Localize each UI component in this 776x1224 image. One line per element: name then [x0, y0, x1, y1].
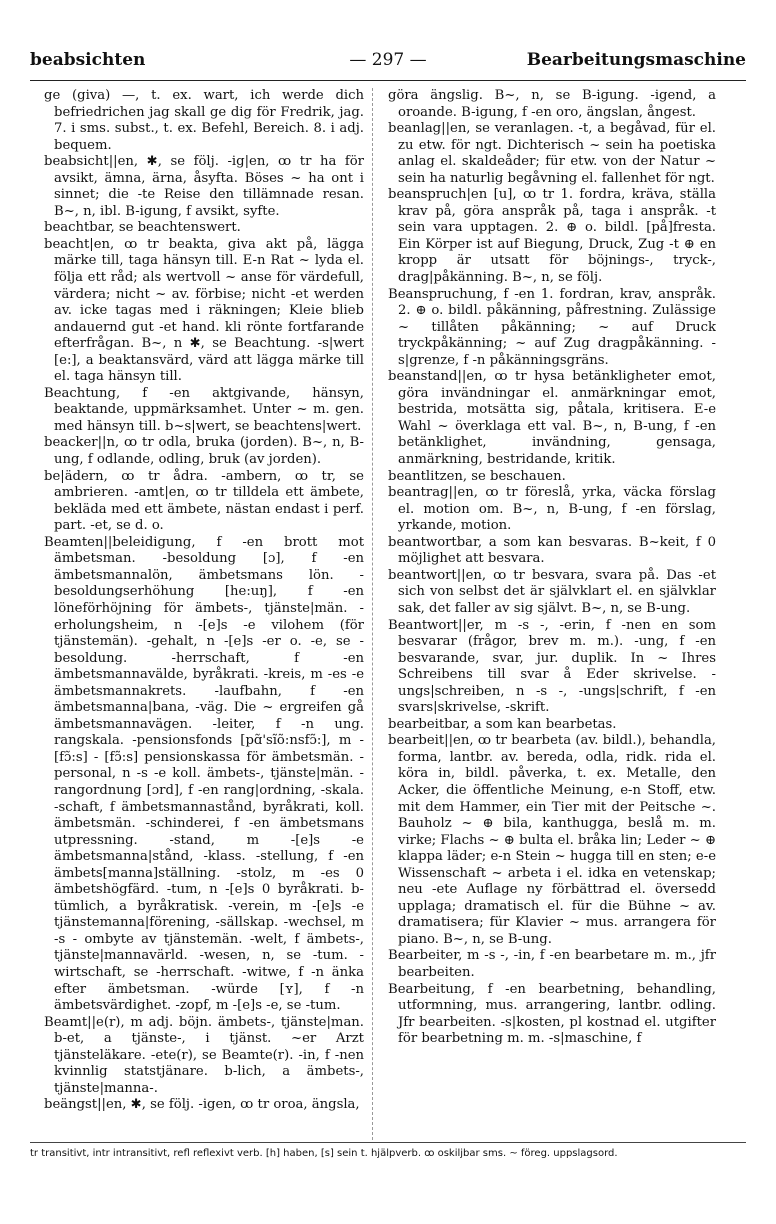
- entry: beanstand||en, ꝏ tr hysa betänkligheter emot, göra invändningar el. anmärkningar emot, bestrida, motsätta sig, påtala, kritisera. E-e Wahl ~ överklaga ett val. B~, n, B-ung, f -en betänklighet, invändning, gensaga, anmärkning, bestridande, kritik.: [388, 369, 716, 468]
- header-right-catchword: Bearbeitungsmaschine: [526, 50, 746, 70]
- entry: göra ängslig. B~, n, se B-igung. -igend, a oroande. B-igung, f -en oro, ängslan, ångest.: [388, 88, 716, 120]
- entry: bearbeitbar, a som kan bearbetas.: [388, 716, 617, 732]
- entry: Bearbeitung, f -en bearbetning, behandling, utformning, mus. arrangering, lantbr. odling. Jfr bearbeiten. -s|kosten, pl kostnad el. utgifter för bearbetning m. m. -s|maschine, f: [388, 981, 716, 1047]
- entry: beacker||n, ꝏ tr odla, bruka (jorden). B~, n, B-ung, f odlande, odling, bruk (av jorden).: [44, 435, 364, 468]
- left-column: [44, 88, 364, 1148]
- entry: beacht|en, ꝏ tr beakta, giva akt på, lägga märke till, taga hänsyn till. E-n Rat ~ lyda el. följa ett råd; als wertvoll ~ anse för värdefull, värdera; nicht ~ av. förbise; nicht -et werden av. icke tagas med i räkningen; Kleie blieb andauernd gut -et hand. kli rönte fortfarande efterfrågan. B~, n ✱, se Beachtung. -s|wert [e:], a beaktansvärd, värd att lägga märke till el. taga hänsyn till.: [44, 236, 364, 385]
- page-header: [30, 50, 746, 76]
- entry: beantlitzen, se beschauen.: [388, 468, 566, 484]
- entry: bearbeit||en, ꝏ tr bearbeta (av. bildl.), behandla, forma, lantbr. av. bereda, odla, ridk. rida el. köra in, bildl. påverka, t. ex. Metalle, den Acker, die öffentliche Meinung, e-n Stoff, etw. mit dem Hammer, ein Tier mit der Peitsche ~. Bauholz ~ ⊕ bila, kanthugga, beslå m. m. virke; Flachs ~ ⊕ bulta el. bråka lin; Leder ~ ⊕ klappa läder; e-n Stein ~ hugga till en sten; e-e Wissenschaft ~ arbeta i el. idka en vetenskap; neu -ete Auflage ny förbättrad el. översedd upplaga; dramatisch el. für die Bühne ~ av. dramatisera; für Klavier ~ mus. arrangera för piano. B~, n, se B-ung.: [388, 733, 716, 947]
- entry: Beantwort||er, m -s -, -erin, f -nen en som besvarar (frågor, brev m. m.). -ung, f -en besvarande, svar, jur. duplik. In ~ Ihres Schreibens till svar å Eder skrivelse. -ungs|schreiben, n -s -, -ungs|schrift, f -en svars|skrivelse, -skrift.: [388, 617, 716, 716]
- entry: Beamt||e(r), m adj. böjn. ämbets-, tjänste|man. b-et, a tjänste-, i tjänst. ~er Arzt tjänsteläkare. -ete(r), se Beamte(r). -in, f -nen kvinnlig statstjänare. b-lich, a ämbets-, tjänste|manna-.: [44, 1014, 364, 1096]
- entry: Beachtung, f -en aktgivande, hänsyn, beaktande, uppmärksamhet. Unter ~ m. gen. med hänsyn till. b~s|wert, se beachtens|wert.: [44, 385, 364, 434]
- header-rule: [30, 80, 746, 81]
- entry: be|ädern, ꝏ tr ådra. -ambern, ꝏ tr, se ambrieren. -amt|en, ꝏ tr tilldela ett ämbete, bekläda med ett ämbete, nästan endast i perf. part. -et, se d. o.: [44, 468, 364, 534]
- entry: beängst||en, ✱, se följ. -igen, ꝏ tr oroa, ängsla,: [44, 1097, 360, 1113]
- column-divider: [372, 88, 373, 1140]
- entry: Beamten||beleidigung, f -en brott mot ämbetsman. -besoldung [ɔ], f -en ämbetsmannalön, ämbetsmans lön. -besoldungserhöhung [he:uŋ], f -en löneförhöjning för ämbets-, tjänste|män. -erholungsheim, n -[e]s -e vilohem (för tjänstemän). -gehalt, n -[e]s -er o. -e, se -besoldung. -herrschaft, f -en ämbetsmannavälde, byråkrati. -kreis, m -es -e ämbetsmannakrets. -laufbahn, f -en ämbetsmanna|bana, -väg. Die ~ ergreifen gå ämbetsmannavägen. -leiter, f -n ung. rangskala. -pensionsfonds [pɑ̃'sĩõ:nsfɔ̃:], m - [fɔ̃:s] - [fɔ̃:s] pensionskassa för ämbetsmän. -personal, n -s -e koll. ämbets-, tjänste|män. -rangordnung [ɔrd], f -en rang|ordning, -skala. -schaft, f ämbetsmannastånd, byråkrati, koll. ämbetsmän. -schinderei, f -en ämbetsmans utpressning. -stand, m -[e]s -e ämbetsmanna|stånd, -klass. -stellung, f -en ämbets[manna]ställning. -stolz, m -es 0 ämbetshögfärd. -tum, n -[e]s 0 byråkrati. b-tümlich, a byråkratisk. -verein, m -[e]s -e tjänstemanna|förening, -sällskap. -wechsel, m -s - ombyte av tjänstemän. -welt, f ämbets-, tjänste|mannavärld. -wesen, n, se -tum. -wirtschaft, se -herrschaft. -witwe, f -n änka efter ämbetsman. -würde [ʏ], f -n ämbetsvärdighet. -zopf, m -[e]s -e, se -tum.: [44, 534, 364, 1014]
- entry: beantwort||en, ꝏ tr besvara, svara på. Das -et sich von selbst det är självklart el. en självklar sak, det faller av sig självt. B~, n, se B-ung.: [388, 567, 716, 616]
- entry: ge (giva) —, t. ex. wart, ich werde dich befriedrichen jag skall ge dig för Fredrik, jag. 7. i sms. subst., t. ex. Befehl, Bereich. 8. i adj. bequem.: [44, 88, 364, 153]
- entry: Beanspruchung, f -en 1. fordran, krav, anspråk. 2. ⊕ o. bildl. påkänning, påfrestning. Zulässige ~ tillåten påkänning; ~ auf Druck tryckpåkänning; ~ auf Zug dragpåkänning. -s|grenze, f -n påkänningsgräns.: [388, 286, 716, 368]
- entry: beanspruch|en [u], ꝏ tr 1. fordra, kräva, ställa krav på, göra anspråk på, taga i anspråk. -t sein vara upptagen. 2. ⊕ o. bildl. [på]fresta. Ein Körper ist auf Biegung, Druck, Zug -t ⊕ en kropp är utsatt för böjnings-, tryck-, drag|påkänning. B~, n, se följ.: [388, 187, 716, 286]
- footer-rule: [30, 1142, 746, 1143]
- header-left-catchword: beabsichten: [30, 50, 146, 70]
- entry: beanlag||en, se veranlagen. -t, a begåvad, für el. zu etw. för ngt. Dichterisch ~ sein ha poetiska anlag el. skaldeåder; für etw. von der Natur ~ sein ha naturlig begåvning el. fallenhet för ngt.: [388, 121, 716, 186]
- entry: beantwortbar, a som kan besvaras. B~keit, f 0 möjlighet att besvara.: [388, 534, 716, 567]
- page-number: — 297 —: [349, 50, 427, 70]
- entry: beantrag||en, ꝏ tr föreslå, yrka, väcka förslag el. motion om. B~, n, B-ung, f -en förslag, yrkande, motion.: [388, 485, 716, 534]
- right-column: [388, 88, 716, 1148]
- entry: Bearbeiter, m -s -, -in, f -en bearbetare m. m., jfr bearbeiten.: [388, 948, 716, 980]
- entry: beabsicht||en, ✱, se följ. -ig|en, ꝏ tr ha för avsikt, ämna, ärna, åsyfta. Böses ~ ha ont i sinnet; die -te Reise den tillämnade resan. B~, n, ibl. B-igung, f avsikt, syfte.: [44, 154, 364, 219]
- entry: beachtbar, se beachtenswert.: [44, 220, 241, 236]
- abbreviation-legend: tr transitivt, intr intransitivt, refl reflexivt verb. [h] haben, [s] sein t. hjälpverb. ꝏ oskiljbar sms. ~ föreg. uppslagsord.: [30, 1148, 618, 1159]
